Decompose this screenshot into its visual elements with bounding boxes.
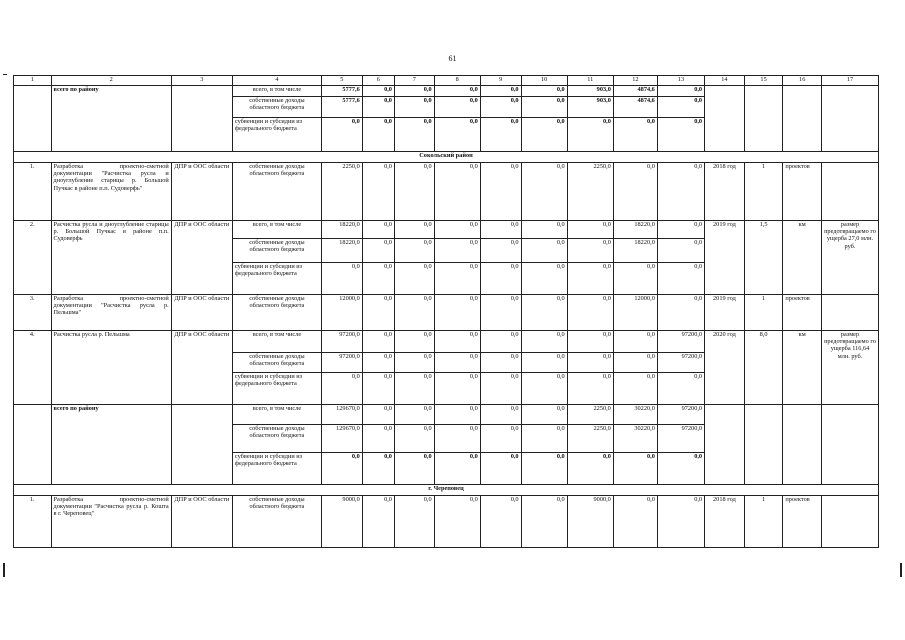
funding-source: собственные доходы областного бюджета — [232, 425, 321, 453]
qty-cell: 1 — [744, 496, 783, 548]
crop-mark — [3, 74, 7, 75]
funding-source: собственные доходы областного бюджета — [232, 97, 321, 118]
value-cell: 2250,0 — [567, 425, 613, 453]
value-cell: 97200,0 — [657, 425, 704, 453]
col-header: 5 — [321, 76, 362, 86]
col-header: 13 — [657, 76, 704, 86]
value-cell: 4874,6 — [613, 97, 657, 118]
value-cell: 0,0 — [567, 118, 613, 152]
value-cell: 0,0 — [394, 496, 434, 548]
measure-name: Расчистка русла и дноуглубление старицы р. Большой Пучкас в районе п.п. Судоверфь — [51, 221, 171, 295]
col-header: 7 — [394, 76, 434, 86]
value-cell: 0,0 — [434, 295, 480, 331]
value-cell: 0,0 — [657, 163, 704, 221]
budget-table — [13, 75, 879, 548]
value-cell: 0,0 — [480, 239, 521, 263]
value-cell: 0,0 — [480, 331, 521, 353]
section-title: г. Череповец — [14, 485, 879, 496]
funding-source: всего, в том числе — [232, 86, 321, 97]
funding-source: субвенции и субсидии из федерального бюджета — [232, 453, 321, 485]
funding-source: всего, в том числе — [232, 331, 321, 353]
col-header: 2 — [51, 76, 171, 86]
value-cell: 30220,0 — [613, 425, 657, 453]
value-cell: 0,0 — [521, 86, 567, 97]
value-cell: 30220,0 — [613, 405, 657, 425]
value-cell: 0,0 — [480, 425, 521, 453]
value-cell: 0,0 — [521, 453, 567, 485]
value-cell: 0,0 — [657, 86, 704, 97]
value-cell: 18220,0 — [321, 221, 362, 239]
header-row — [14, 76, 879, 86]
subtotal-label: всего по району — [51, 405, 171, 485]
year-cell: 2018 год — [705, 163, 745, 221]
value-cell: 0,0 — [434, 239, 480, 263]
value-cell: 0,0 — [657, 453, 704, 485]
qty-cell: 8,0 — [744, 331, 783, 405]
value-cell: 0,0 — [657, 496, 704, 548]
row-number: 1. — [14, 496, 52, 548]
value-cell: 0,0 — [434, 331, 480, 353]
row-number: 2. — [14, 221, 52, 295]
table-row — [14, 295, 879, 331]
value-cell: 0,0 — [480, 405, 521, 425]
value-cell: 0,0 — [362, 331, 394, 353]
value-cell: 2250,0 — [567, 405, 613, 425]
value-cell: 0,0 — [480, 353, 521, 373]
value-cell: 0,0 — [362, 239, 394, 263]
value-cell: 0,0 — [613, 453, 657, 485]
value-cell: 0,0 — [521, 263, 567, 295]
value-cell: 0,0 — [480, 295, 521, 331]
unit-cell: км — [783, 331, 822, 405]
value-cell: 0,0 — [394, 163, 434, 221]
value-cell: 0,0 — [321, 263, 362, 295]
value-cell: 0,0 — [394, 97, 434, 118]
unit-cell: проектов — [783, 295, 822, 331]
value-cell: 0,0 — [657, 239, 704, 263]
value-cell: 0,0 — [521, 239, 567, 263]
value-cell: 0,0 — [480, 118, 521, 152]
value-cell: 0,0 — [521, 496, 567, 548]
qty-cell: 1 — [744, 295, 783, 331]
value-cell: 0,0 — [362, 496, 394, 548]
value-cell: 0,0 — [521, 163, 567, 221]
value-cell: 0,0 — [567, 373, 613, 405]
value-cell: 0,0 — [362, 118, 394, 152]
unit-cell: проектов — [783, 496, 822, 548]
value-cell: 0,0 — [613, 373, 657, 405]
value-cell: 0,0 — [567, 295, 613, 331]
value-cell: 2250,0 — [321, 163, 362, 221]
value-cell: 0,0 — [657, 295, 704, 331]
value-cell: 12000,0 — [321, 295, 362, 331]
funding-source: субвенции и субсидии из федерального бюджета — [232, 118, 321, 152]
funding-source: собственные доходы областного бюджета — [232, 295, 321, 331]
value-cell: 0,0 — [480, 86, 521, 97]
subtotal-label: всего по району — [51, 86, 171, 152]
value-cell: 9000,0 — [321, 496, 362, 548]
year-cell: 2019 год — [705, 221, 745, 295]
value-cell: 0,0 — [521, 373, 567, 405]
row-number: 1. — [14, 163, 52, 221]
value-cell: 0,0 — [613, 163, 657, 221]
qty-cell: 1,5 — [744, 221, 783, 295]
table-row — [14, 163, 879, 221]
value-cell: 0,0 — [657, 118, 704, 152]
value-cell: 0,0 — [394, 425, 434, 453]
value-cell: 0,0 — [394, 86, 434, 97]
value-cell: 0,0 — [480, 496, 521, 548]
funding-source: собственные доходы областного бюджета — [232, 239, 321, 263]
value-cell: 0,0 — [394, 221, 434, 239]
value-cell: 0,0 — [394, 239, 434, 263]
value-cell: 0,0 — [362, 295, 394, 331]
executor: ДПР и ООС области — [171, 295, 232, 331]
value-cell: 0,0 — [480, 163, 521, 221]
col-header: 10 — [521, 76, 567, 86]
table-row — [14, 405, 879, 425]
col-header: 15 — [744, 76, 783, 86]
note-cell: размер предотвращаемо го ущерба 27,0 млн. руб. — [822, 221, 879, 295]
col-header: 17 — [822, 76, 879, 86]
value-cell: 0,0 — [657, 221, 704, 239]
value-cell: 97200,0 — [657, 353, 704, 373]
value-cell: 0,0 — [362, 425, 394, 453]
crop-mark — [3, 563, 5, 577]
value-cell: 0,0 — [480, 453, 521, 485]
value-cell: 0,0 — [613, 331, 657, 353]
value-cell: 0,0 — [321, 118, 362, 152]
unit-cell: проектов — [783, 163, 822, 221]
table-row — [14, 496, 879, 548]
value-cell: 9000,0 — [567, 496, 613, 548]
value-cell: 0,0 — [434, 425, 480, 453]
value-cell: 129670,0 — [321, 405, 362, 425]
value-cell: 97200,0 — [321, 353, 362, 373]
value-cell: 0,0 — [362, 163, 394, 221]
col-header: 11 — [567, 76, 613, 86]
value-cell: 0,0 — [394, 405, 434, 425]
value-cell: 97200,0 — [657, 405, 704, 425]
value-cell: 0,0 — [362, 86, 394, 97]
row-number: 4. — [14, 331, 52, 405]
executor: ДПР и ООС области — [171, 331, 232, 405]
executor: ДПР и ООС области — [171, 496, 232, 548]
crop-mark — [900, 563, 902, 577]
funding-source: собственные доходы областного бюджета — [232, 353, 321, 373]
value-cell: 0,0 — [321, 453, 362, 485]
value-cell: 97200,0 — [321, 331, 362, 353]
note-cell: размер предотвращаемо го ущерба 116,64 млн. руб. — [822, 331, 879, 405]
measure-name: Разработка проектно-сметной документации "Расчистка русла р. Пельшма" — [51, 295, 171, 331]
measure-name: Разработка проектно-сметной документации "Расчистка русла р. Коштa в г. Череповец" — [51, 496, 171, 548]
table-row — [14, 86, 879, 97]
value-cell: 0,0 — [362, 221, 394, 239]
value-cell: 0,0 — [657, 263, 704, 295]
col-header: 12 — [613, 76, 657, 86]
col-header: 4 — [232, 76, 321, 86]
funding-source: всего, в том числе — [232, 221, 321, 239]
value-cell: 18220,0 — [321, 239, 362, 263]
year-cell: 2019 год — [705, 295, 745, 331]
value-cell: 97200,0 — [657, 331, 704, 353]
year-cell: 2018 год — [705, 496, 745, 548]
value-cell: 4874,6 — [613, 86, 657, 97]
col-header: 9 — [480, 76, 521, 86]
value-cell: 0,0 — [567, 239, 613, 263]
value-cell: 18220,0 — [613, 239, 657, 263]
value-cell: 0,0 — [521, 97, 567, 118]
value-cell: 0,0 — [362, 263, 394, 295]
row-number: 3. — [14, 295, 52, 331]
value-cell: 0,0 — [434, 353, 480, 373]
value-cell: 0,0 — [521, 118, 567, 152]
value-cell: 12000,0 — [613, 295, 657, 331]
col-header: 3 — [171, 76, 232, 86]
value-cell: 0,0 — [434, 86, 480, 97]
funding-source: субвенции и субсидии из федерального бюджета — [232, 263, 321, 295]
value-cell: 0,0 — [394, 118, 434, 152]
value-cell: 0,0 — [480, 263, 521, 295]
value-cell: 0,0 — [434, 221, 480, 239]
measure-name: Разработка проектно-сметной документации "Расчистка русла и дноуглубление старицы р. Большой Пучкас в районе п.п. Судоверфь" — [51, 163, 171, 221]
value-cell: 0,0 — [521, 425, 567, 453]
value-cell: 0,0 — [613, 496, 657, 548]
section-title: Сокольский район — [14, 152, 879, 163]
value-cell: 0,0 — [362, 353, 394, 373]
value-cell: 0,0 — [567, 221, 613, 239]
value-cell: 0,0 — [613, 263, 657, 295]
funding-source: субвенции и субсидии из федерального бюджета — [232, 373, 321, 405]
value-cell: 0,0 — [567, 453, 613, 485]
value-cell: 0,0 — [434, 263, 480, 295]
value-cell: 0,0 — [613, 353, 657, 373]
table-row — [14, 331, 879, 353]
col-header: 1 — [14, 76, 52, 86]
col-header: 14 — [705, 76, 745, 86]
value-cell: 0,0 — [567, 263, 613, 295]
executor: ДПР и ООС области — [171, 163, 232, 221]
value-cell: 0,0 — [362, 373, 394, 405]
value-cell: 0,0 — [521, 353, 567, 373]
value-cell: 5777,6 — [321, 86, 362, 97]
value-cell: 0,0 — [394, 295, 434, 331]
value-cell: 0,0 — [394, 263, 434, 295]
value-cell: 0,0 — [434, 97, 480, 118]
value-cell: 0,0 — [567, 353, 613, 373]
value-cell: 0,0 — [394, 353, 434, 373]
value-cell: 0,0 — [394, 331, 434, 353]
value-cell: 0,0 — [657, 97, 704, 118]
qty-cell: 1 — [744, 163, 783, 221]
year-cell: 2020 год — [705, 331, 745, 405]
value-cell: 0,0 — [362, 97, 394, 118]
col-header: 16 — [783, 76, 822, 86]
value-cell: 0,0 — [521, 295, 567, 331]
measure-name: Расчистка русла р. Пельшма — [51, 331, 171, 405]
value-cell: 0,0 — [567, 331, 613, 353]
value-cell: 0,0 — [480, 221, 521, 239]
value-cell: 129670,0 — [321, 425, 362, 453]
value-cell: 0,0 — [613, 118, 657, 152]
value-cell: 0,0 — [434, 405, 480, 425]
funding-source: собственные доходы областного бюджета — [232, 163, 321, 221]
value-cell: 2250,0 — [567, 163, 613, 221]
value-cell: 0,0 — [362, 453, 394, 485]
section-row — [14, 152, 879, 163]
value-cell: 0,0 — [521, 405, 567, 425]
section-row — [14, 485, 879, 496]
value-cell: 0,0 — [521, 221, 567, 239]
funding-source: всего, в том числе — [232, 405, 321, 425]
value-cell: 0,0 — [362, 405, 394, 425]
value-cell: 0,0 — [434, 373, 480, 405]
value-cell: 5777,6 — [321, 97, 362, 118]
value-cell: 0,0 — [434, 163, 480, 221]
value-cell: 0,0 — [394, 373, 434, 405]
col-header: 8 — [434, 76, 480, 86]
page-number: 61 — [448, 54, 457, 63]
value-cell: 0,0 — [521, 331, 567, 353]
executor: ДПР и ООС области — [171, 221, 232, 295]
value-cell: 0,0 — [434, 118, 480, 152]
value-cell: 0,0 — [657, 373, 704, 405]
value-cell: 0,0 — [394, 453, 434, 485]
value-cell: 18220,0 — [613, 221, 657, 239]
value-cell: 903,0 — [567, 97, 613, 118]
value-cell: 0,0 — [480, 97, 521, 118]
value-cell: 0,0 — [480, 373, 521, 405]
unit-cell: км — [783, 221, 822, 295]
value-cell: 0,0 — [434, 496, 480, 548]
value-cell: 0,0 — [434, 453, 480, 485]
col-header: 6 — [362, 76, 394, 86]
funding-source: собственные доходы областного бюджета — [232, 496, 321, 548]
value-cell: 903,0 — [567, 86, 613, 97]
table-row — [14, 221, 879, 239]
value-cell: 0,0 — [321, 373, 362, 405]
